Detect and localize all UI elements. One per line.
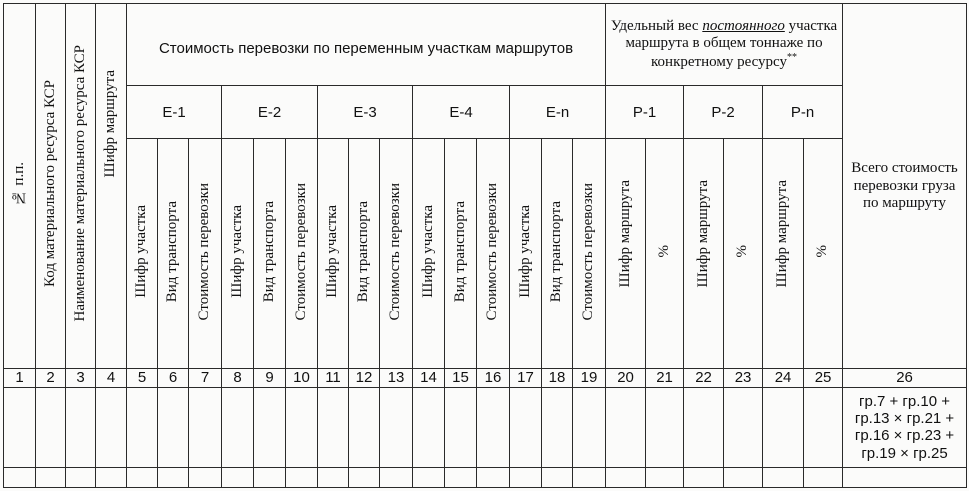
col-num: 1 [4,369,36,387]
data-cell [413,387,445,467]
data-cell [542,387,573,467]
col-num: 23 [724,369,763,387]
data-cell [36,387,66,467]
data-cell [349,387,380,467]
header-row-2 [4,86,967,139]
empty-cell [573,467,606,487]
header-row-num: № п.п. [10,161,27,206]
col-num: 24 [763,369,804,387]
empty-cell [380,467,413,487]
header-variable-cost-cell [127,4,606,86]
empty-cell [684,467,724,487]
data-cell [189,387,222,467]
data-cell [510,387,542,467]
col-num: 12 [349,369,380,387]
empty-cell [254,467,286,487]
col-num: 13 [380,369,413,387]
col-num: 14 [413,369,445,387]
col-num: 19 [573,369,606,387]
col-num: 2 [36,369,66,387]
group-e2: Е-2 [222,86,318,139]
col-num: 15 [445,369,477,387]
header-total: Всего стоимость перевозки груза по маршруту [851,160,958,211]
sub-e1-section: Шифр участка [127,139,158,369]
formula-line: гр.16 × гр.23 + [854,427,955,445]
total-formula-cell [843,387,967,467]
header-route: Шифр маршрута [102,70,119,178]
col-num: 26 [843,369,967,387]
sub-pn-percent: % [804,139,843,369]
sub-en-transport: Вид транспорта [542,139,573,369]
empty-cell [606,467,646,487]
sub-p2-route: Шифр маршрута [684,139,724,369]
header-unit-weight-before: Удельный вес [610,17,703,34]
data-cell [158,387,189,467]
col-num: 22 [684,369,724,387]
data-cell [318,387,349,467]
header-unit-weight-emphasis: постоянного [702,17,785,34]
header-name-cell [66,4,96,369]
group-e3: Е-3 [318,86,413,139]
data-cell [380,387,413,467]
col-num: 3 [66,369,96,387]
data-cell [286,387,318,467]
col-num: 7 [189,369,222,387]
sub-e1-cost: Стоимость перевозки [189,139,222,369]
header-code-cell [36,4,66,369]
empty-cell [477,467,510,487]
col-num: 25 [804,369,843,387]
group-e1: Е-1 [127,86,222,139]
col-num: 17 [510,369,542,387]
sub-e4-cost: Стоимость перевозки [477,139,510,369]
header-variable-cost: Стоимость перевозки по переменным участкам маршрутов [158,40,574,57]
group-e4: Е-4 [413,86,510,139]
sub-e1-transport: Вид транспорта [158,139,189,369]
group-p2: Р-2 [684,86,763,139]
data-cell [573,387,606,467]
col-num: 4 [96,369,127,387]
col-num: 18 [542,369,573,387]
empty-cell [66,467,96,487]
data-cell [804,387,843,467]
col-num: 21 [646,369,684,387]
data-cell [222,387,254,467]
empty-cell [804,467,843,487]
col-num: 5 [127,369,158,387]
group-en: Е-n [510,86,606,139]
data-cell [127,387,158,467]
sub-p1-percent: % [646,139,684,369]
empty-cell [646,467,684,487]
group-pn: Р-n [763,86,843,139]
empty-cell [222,467,254,487]
col-num: 9 [254,369,286,387]
col-num: 10 [286,369,318,387]
sub-e2-cost: Стоимость перевозки [286,139,318,369]
empty-cell [96,467,127,487]
header-name: Наименование материального ресурса КСР [71,45,88,322]
sub-e4-transport: Вид транспорта [445,139,477,369]
data-cell [477,387,510,467]
sub-en-cost: Стоимость перевозки [573,139,606,369]
empty-cell [510,467,542,487]
sub-p2-percent: % [724,139,763,369]
header-row-num-cell [4,4,36,369]
empty-cell [413,467,445,487]
empty-cell [286,467,318,487]
data-cell [254,387,286,467]
empty-cell [724,467,763,487]
formula-line: гр.13 × гр.21 + [854,410,955,428]
formula-line: гр.7 + гр.10 + [859,392,951,410]
sub-pn-route: Шифр маршрута [763,139,804,369]
data-row [4,387,967,467]
header-total-cell [843,4,967,369]
sub-e3-section: Шифр участка [318,139,349,369]
empty-cell [763,467,804,487]
header-route-cell [96,4,127,369]
col-num: 20 [606,369,646,387]
empty-cell [189,467,222,487]
sub-p1-route: Шифр маршрута [606,139,646,369]
empty-row [4,467,967,487]
empty-cell [127,467,158,487]
data-cell [4,387,36,467]
sub-e2-section: Шифр участка [222,139,254,369]
col-num: 16 [477,369,510,387]
empty-cell [36,467,66,487]
data-cell [763,387,804,467]
data-cell [445,387,477,467]
empty-cell [318,467,349,487]
col-num: 6 [158,369,189,387]
sub-en-section: Шифр участка [510,139,542,369]
header-row-3 [4,139,967,369]
empty-cell [158,467,189,487]
formula-line: гр.19 × гр.25 [861,444,948,462]
header-code: Код материального ресурса КСР [41,80,58,288]
sub-e3-cost: Стоимость перевозки [380,139,413,369]
col-num: 11 [318,369,349,387]
column-number-row [4,369,967,387]
sub-e4-section: Шифр участка [413,139,445,369]
group-p1: Р-1 [606,86,684,139]
empty-cell [349,467,380,487]
header-unit-weight-footnote-mark: ** [787,52,798,64]
empty-cell [843,467,967,487]
col-num: 8 [222,369,254,387]
empty-cell [445,467,477,487]
sub-e3-transport: Вид транспорта [349,139,380,369]
data-cell [96,387,127,467]
empty-cell [4,467,36,487]
header-row-1 [4,4,967,86]
sub-e2-transport: Вид транспорта [254,139,286,369]
data-cell [606,387,646,467]
empty-cell [542,467,573,487]
header-unit-weight-cell [606,4,843,86]
header-unit-weight-after: участка маршрута в общем тоннаже по конкретному ресурсу [625,17,838,71]
data-cell [646,387,684,467]
data-cell [724,387,763,467]
route-cost-table [3,3,967,488]
data-cell [684,387,724,467]
data-cell [66,387,96,467]
